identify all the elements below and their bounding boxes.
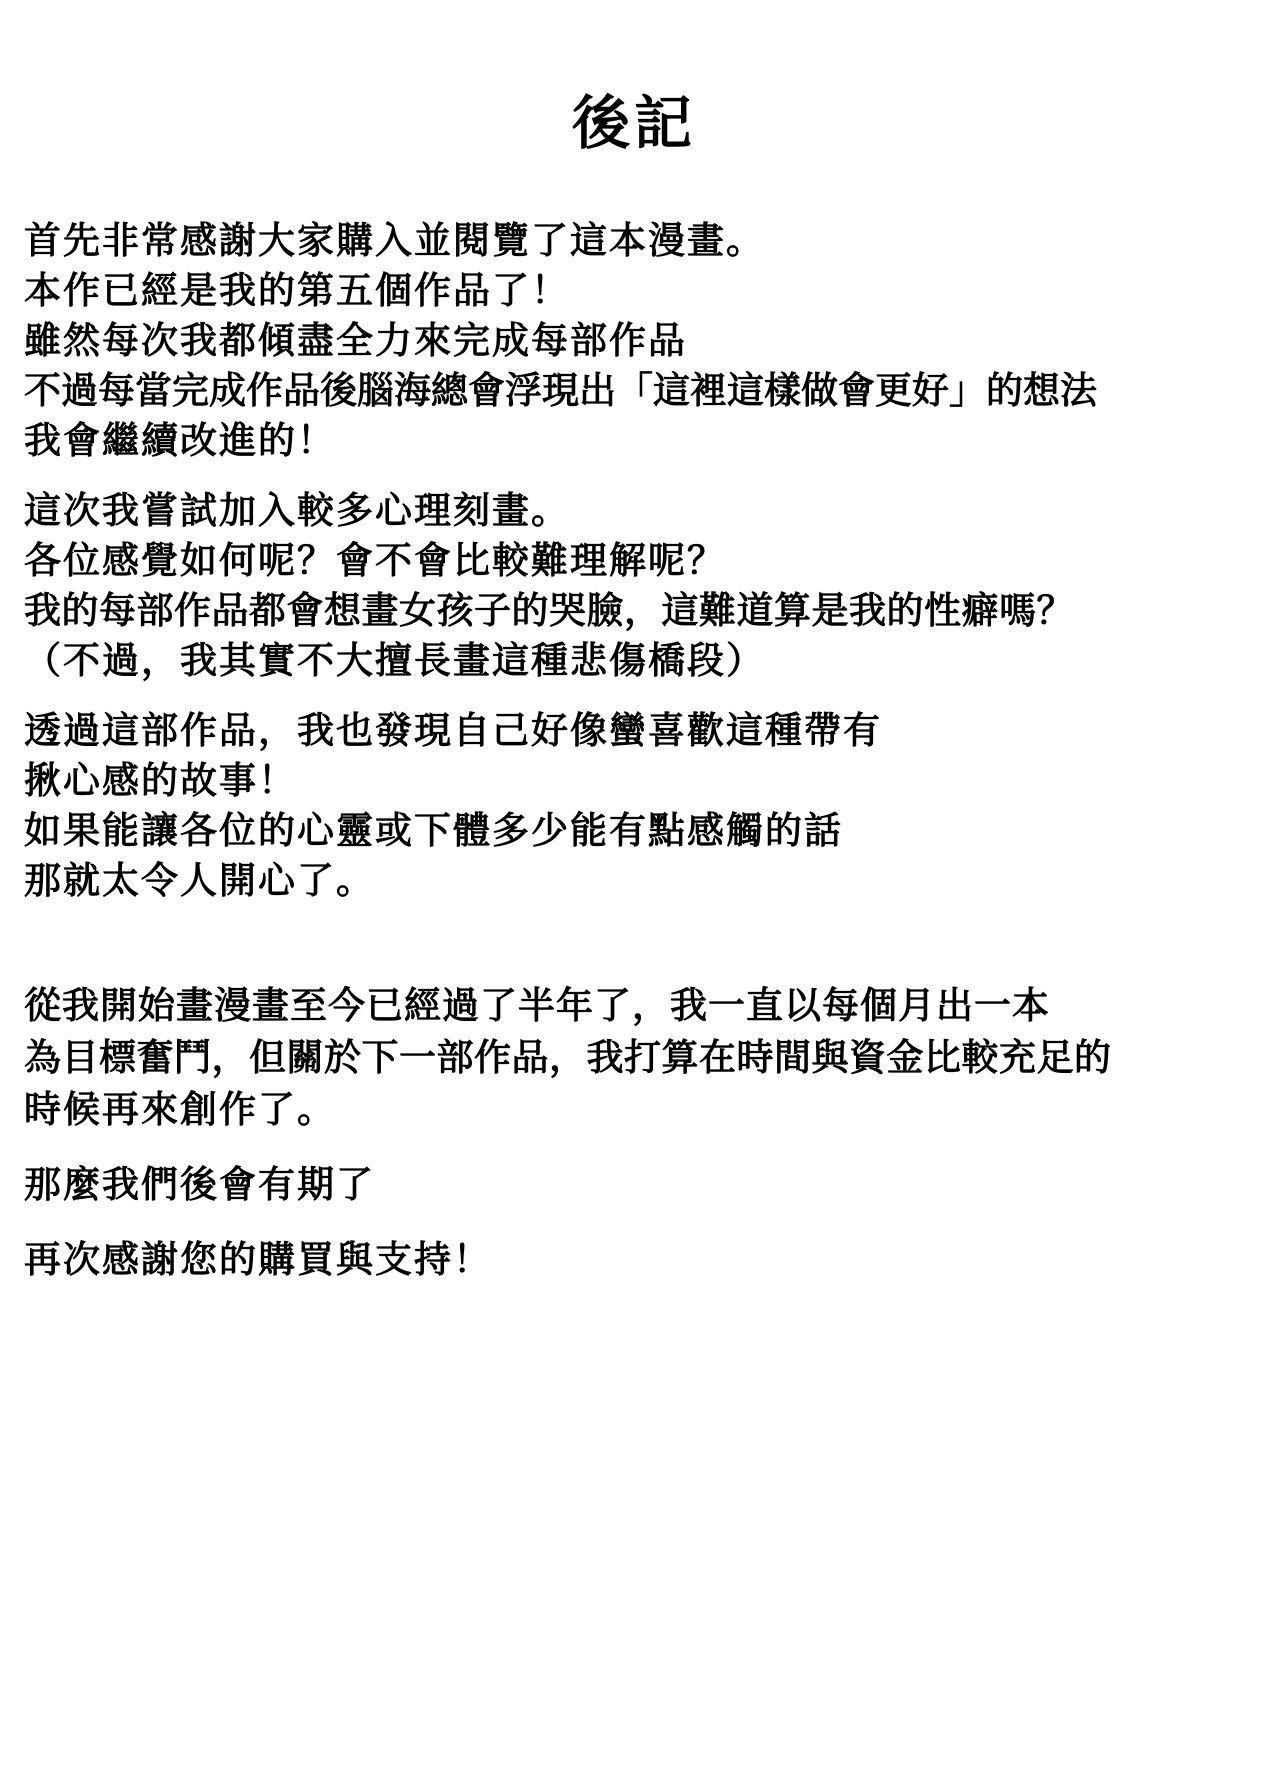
page-title: 後記 <box>571 89 696 157</box>
text-line: 各位感覺如何呢？會不會比較難理解呢？ <box>24 539 726 582</box>
text-line: 那麼我們後會有期了 <box>24 1163 375 1206</box>
text-line: 如果能讓各位的心靈或下體多少能有點感觸的話 <box>24 809 843 852</box>
text-line: 那就太令人開心了。 <box>24 859 375 902</box>
text-line: 首先非常感謝大家購入並閱覽了這本漫畫。 <box>24 219 765 262</box>
text-line: 再次感謝您的購買與支持！ <box>24 1238 492 1281</box>
text-line: 我的每部作品都會想畫女孩子的哭臉，這難道算是我的性癖嗎？ <box>24 589 1074 632</box>
text-line: 透過這部作品，我也發現自己好像蠻喜歡這種帶有 <box>24 709 882 752</box>
text-line: 從我開始畫漫畫至今已經過了半年了，我一直以每個月出一本 <box>24 984 1050 1027</box>
text-line: 不過每當完成作品後腦海總會浮現出「這裡這樣做會更好」的想法 <box>24 369 1097 412</box>
text-line: 揪心感的故事！ <box>24 759 297 802</box>
text-line: （不過，我其實不大擅長畫這種悲傷橋段） <box>24 639 765 682</box>
text-line: 本作已經是我的第五個作品了！ <box>24 269 570 312</box>
text-line: 時候再來創作了。 <box>24 1088 336 1131</box>
text-line: 我會繼續改進的！ <box>24 419 336 462</box>
text-line: 為目標奮鬥，但關於下一部作品，我打算在時間與資金比較充足的 <box>24 1036 1112 1079</box>
text-line: 雖然每次我都傾盡全力來完成每部作品 <box>24 319 687 362</box>
text-line: 這次我嘗試加入較多心理刻畫。 <box>24 489 570 532</box>
